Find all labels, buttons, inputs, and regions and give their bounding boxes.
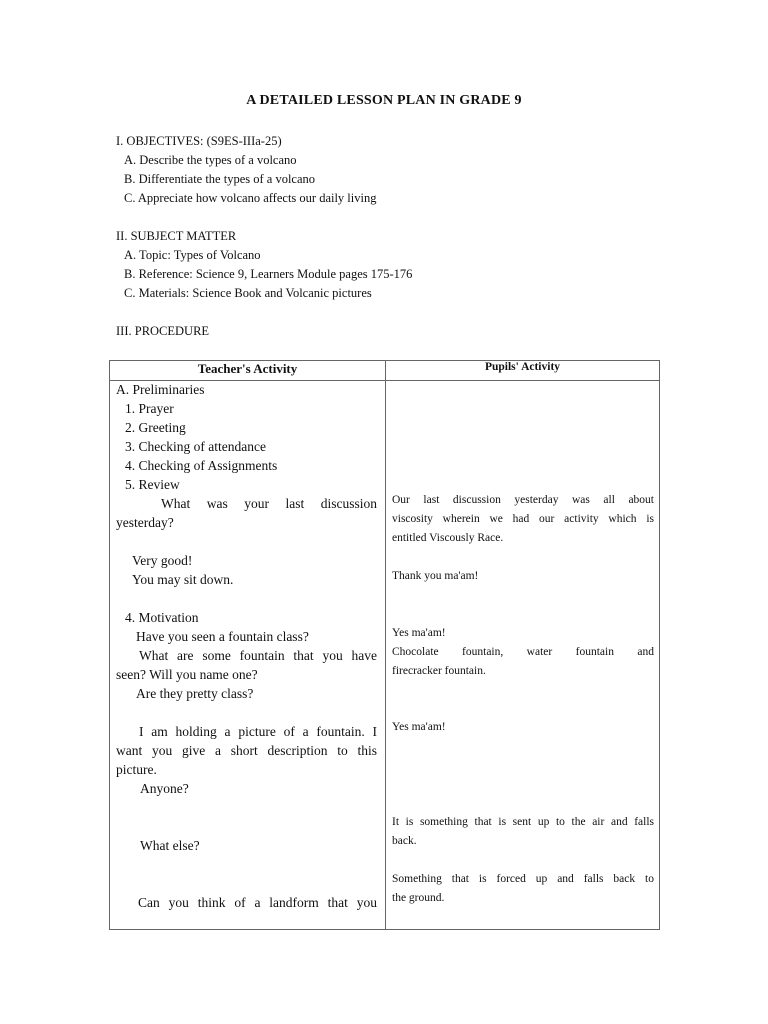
pupil-line: Thank you ma'am! xyxy=(392,570,479,582)
procedure-heading: III. PROCEDURE xyxy=(116,324,210,338)
pupil-line: Our last discussion yesterday was all about xyxy=(392,494,654,506)
subject-matter-item: A. Topic: Types of Volcano xyxy=(124,248,261,262)
teacher-line: 5. Review xyxy=(125,477,180,492)
table-header-row xyxy=(110,361,660,381)
pupil-line: Yes ma'am! xyxy=(392,627,446,639)
pupils-activity-cell xyxy=(386,381,660,930)
pupil-line: Chocolate fountain, water fountain and xyxy=(392,646,654,658)
subject-matter-item: C. Materials: Science Book and Volcanic pictures xyxy=(124,286,372,300)
teacher-line: yesterday? xyxy=(116,515,174,530)
table-row xyxy=(110,381,660,930)
pupil-line: back. xyxy=(392,835,417,847)
pupil-line: the ground. xyxy=(392,892,445,904)
teacher-line: Have you seen a fountain class? xyxy=(136,629,309,644)
subject-matter-item: B. Reference: Science 9, Learners Module pages 175-176 xyxy=(124,267,413,281)
teacher-line: I am holding a picture of a fountain. I xyxy=(139,724,377,739)
pupil-line: It is something that is sent up to the air and falls xyxy=(392,816,654,828)
teacher-activity-cell xyxy=(110,381,386,930)
teacher-line: seen? Will you name one? xyxy=(116,667,258,682)
teacher-line: 4. Checking of Assignments xyxy=(125,458,278,473)
column-header-pupils: Pupils' Activity xyxy=(386,361,660,381)
pupil-line: Yes ma'am! xyxy=(392,721,446,733)
objective-item: A. Describe the types of a volcano xyxy=(124,153,297,167)
objective-item: B. Differentiate the types of a volcano xyxy=(124,172,316,186)
teacher-line: You may sit down. xyxy=(132,572,234,587)
teacher-line: 1. Prayer xyxy=(125,401,174,416)
teacher-line: 3. Checking of attendance xyxy=(125,439,266,454)
column-header-teacher: Teacher's Activity xyxy=(110,361,386,381)
teacher-line: What was your last discussion xyxy=(161,496,377,511)
subject-matter-heading: II. SUBJECT MATTER xyxy=(116,229,237,243)
pupil-line: viscosity wherein we had our activity which is xyxy=(392,513,654,525)
teacher-line: picture. xyxy=(116,762,157,777)
teacher-line: Very good! xyxy=(132,553,193,568)
procedure-table xyxy=(109,360,660,930)
objective-item: C. Appreciate how volcano affects our daily living xyxy=(124,191,377,205)
pupil-line: firecracker fountain. xyxy=(392,665,486,677)
teacher-line: What else? xyxy=(140,838,200,853)
teacher-line: Anyone? xyxy=(140,781,189,796)
teacher-line: A. Preliminaries xyxy=(116,382,205,397)
teacher-line: want you give a short description to this xyxy=(116,743,377,758)
pupil-line: Something that is forced up and falls back to xyxy=(392,873,654,885)
objectives-heading: I. OBJECTIVES: (S9ES-IIIa-25) xyxy=(116,134,282,148)
page-title: A DETAILED LESSON PLAN IN GRADE 9 xyxy=(246,93,522,108)
teacher-line: 2. Greeting xyxy=(125,420,186,435)
teacher-line: Are they pretty class? xyxy=(136,686,254,701)
teacher-line: 4. Motivation xyxy=(125,610,199,625)
teacher-line: Can you think of a landform that you xyxy=(138,895,377,910)
pupil-line: entitled Viscously Race. xyxy=(392,532,504,544)
teacher-line: What are some fountain that you have xyxy=(139,648,377,663)
